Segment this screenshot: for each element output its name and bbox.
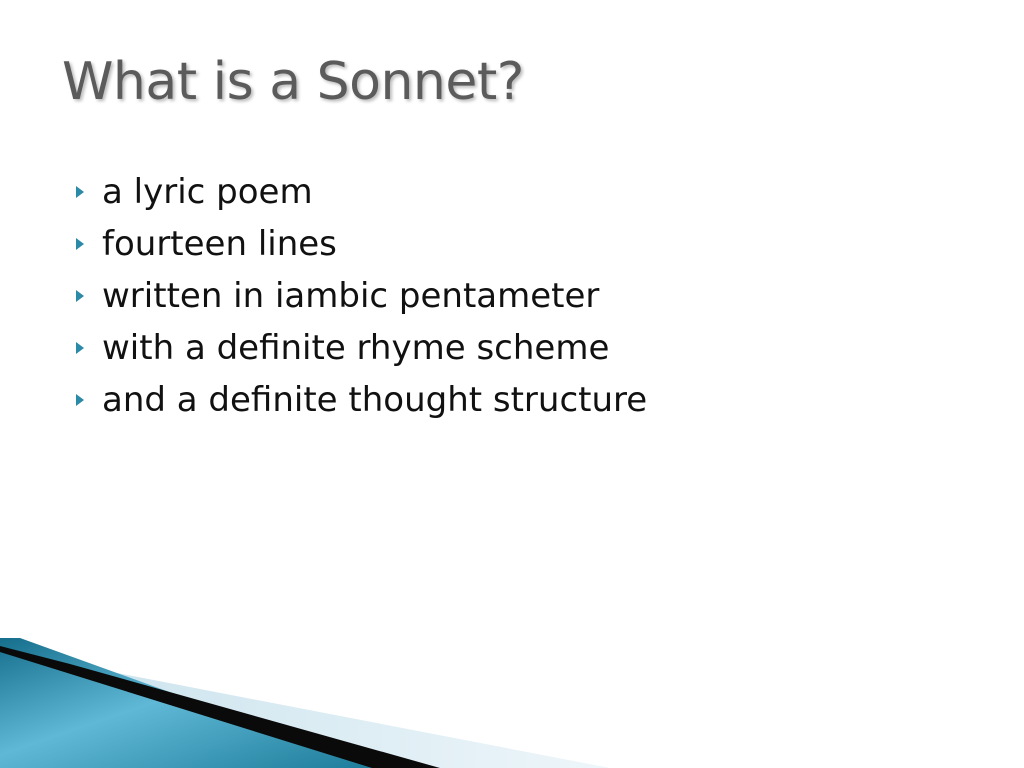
black-stripe-shape xyxy=(0,646,440,768)
decorative-corner-art xyxy=(0,638,1024,768)
slide-title: What is a Sonnet? xyxy=(62,52,524,112)
list-item xyxy=(76,218,647,270)
triangle-right-icon xyxy=(76,394,84,406)
triangle-right-icon xyxy=(76,290,84,302)
list-item xyxy=(76,166,647,218)
teal-wedge-shape xyxy=(0,638,380,768)
bullet-text: with a definite rhyme scheme xyxy=(102,328,610,368)
bullet-text: fourteen lines xyxy=(102,224,337,264)
triangle-right-icon xyxy=(76,238,84,250)
bullet-text: and a definite thought structure xyxy=(102,380,648,420)
triangle-right-icon xyxy=(76,186,84,198)
triangle-right-icon xyxy=(76,342,84,354)
list-item xyxy=(76,270,647,322)
light-sweep-shape xyxy=(0,652,610,768)
bullet-text: written in iambic pentameter xyxy=(102,276,600,316)
list-item xyxy=(76,374,647,426)
bullet-list xyxy=(76,166,647,426)
bullet-text: a lyric poem xyxy=(102,172,313,212)
list-item xyxy=(76,322,647,374)
